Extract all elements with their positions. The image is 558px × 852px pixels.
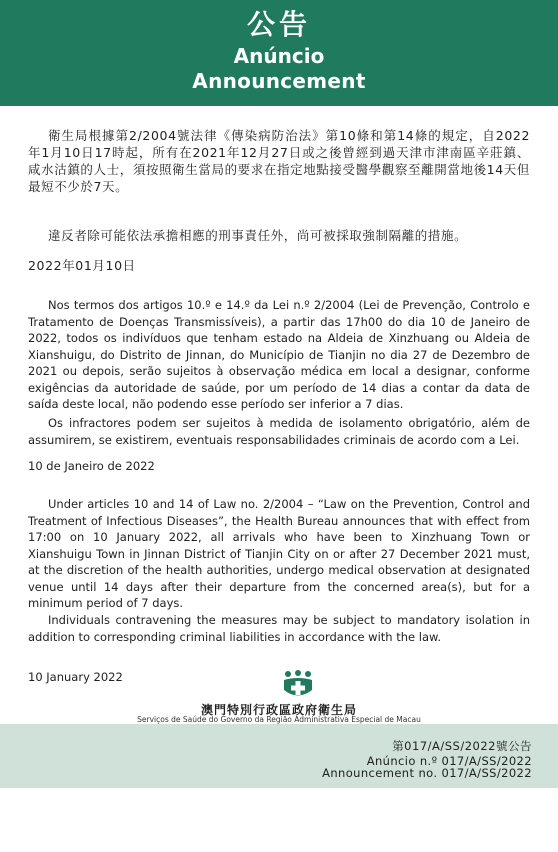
announcement-header <box>0 0 558 106</box>
organization-name-chinese: 澳門特別行政區政府衛生局 <box>200 703 357 717</box>
reference-footer <box>0 724 558 788</box>
chinese-paragraph-1: 衛生局根據第2/2004號法律《傳染病防治法》第10條和第14條的規定，自2022年1月10日17時起，所有在2021年12月27日或之後曾經到過天津市津南區辛莊鎮、咸水沽鎮的人士，須按照衛生當局的要求在指定地點接受醫學觀察至離開當地後14天但最短不少於7天。 <box>28 128 530 194</box>
title-english: Announcement <box>192 69 366 93</box>
portuguese-paragraph-1: Nos termos dos artigos 10.º e 14.º da Lei n.º 2/2004 (Lei de Prevenção, Controlo e Tratamento de Doenças Transmissíveis), a partir das 17h00 do dia 10 de Janeiro de 2022, todos os indivíduos que tenham estado na Aldeia de Xinzhuang ou Aldeia de Xianshuigu, do Distrito de Jinnan, do Município de Tianjin no dia 27 de Dezembro de 2021 ou depois, serão sujeitos à observação médica em local a designar, conforme exigências da autoridade de saúde, por um período de 14 dias a contar da data de saída deste local, não podendo esse período ser inferior a 7 dias. <box>28 298 530 411</box>
title-portuguese: Anúncio <box>233 44 325 68</box>
reference-number-portuguese: Anúncio n.º 017/A/SS/2022 <box>366 754 532 768</box>
health-bureau-logo-icon <box>282 670 314 700</box>
reference-number-english: Announcement no. 017/A/SS/2022 <box>322 766 532 780</box>
portuguese-paragraph-2: Os infractores podem ser sujeitos à medida de isolamento obrigatório, além de assumirem, se existirem, eventuais responsabilidades criminais de acordo com a Lei. <box>28 416 530 447</box>
organization-name-portuguese: Serviços de Saúde do Governo da Região Administrativa Especial de Macau <box>137 715 421 724</box>
title-chinese: 公告 <box>246 8 311 41</box>
chinese-paragraph-2: 違反者除可能依法承擔相應的刑事責任外，尚可被採取強制隔離的措施。 <box>48 228 468 243</box>
portuguese-date: 10 de Janeiro de 2022 <box>28 459 155 473</box>
reference-number-chinese: 第017/A/SS/2022號公告 <box>392 739 532 753</box>
chinese-date: 2022年01月10日 <box>28 258 136 273</box>
english-paragraph-1: Under articles 10 and 14 of Law no. 2/2004 – “Law on the Prevention, Control and Treatment of Infectious Diseases”, the Health Bureau announces that with effect from 17:00 on 10 January 2022, all arrivals who have been to Xinzhuang Town or Xianshuigu Town in Jinnan District of Tianjin City on or after 27 December 2021 must, at the discretion of the health authorities, undergo medical observation at designated venue until 14 days after their departure from the concerned area(s), but for a minimum period of 7 days. <box>28 497 530 610</box>
english-paragraph-2: Individuals contravening the measures may be subject to mandatory isolation in addition to corresponding criminal liabilities in accordance with the law. <box>28 613 530 644</box>
english-date: 10 January 2022 <box>28 670 123 684</box>
